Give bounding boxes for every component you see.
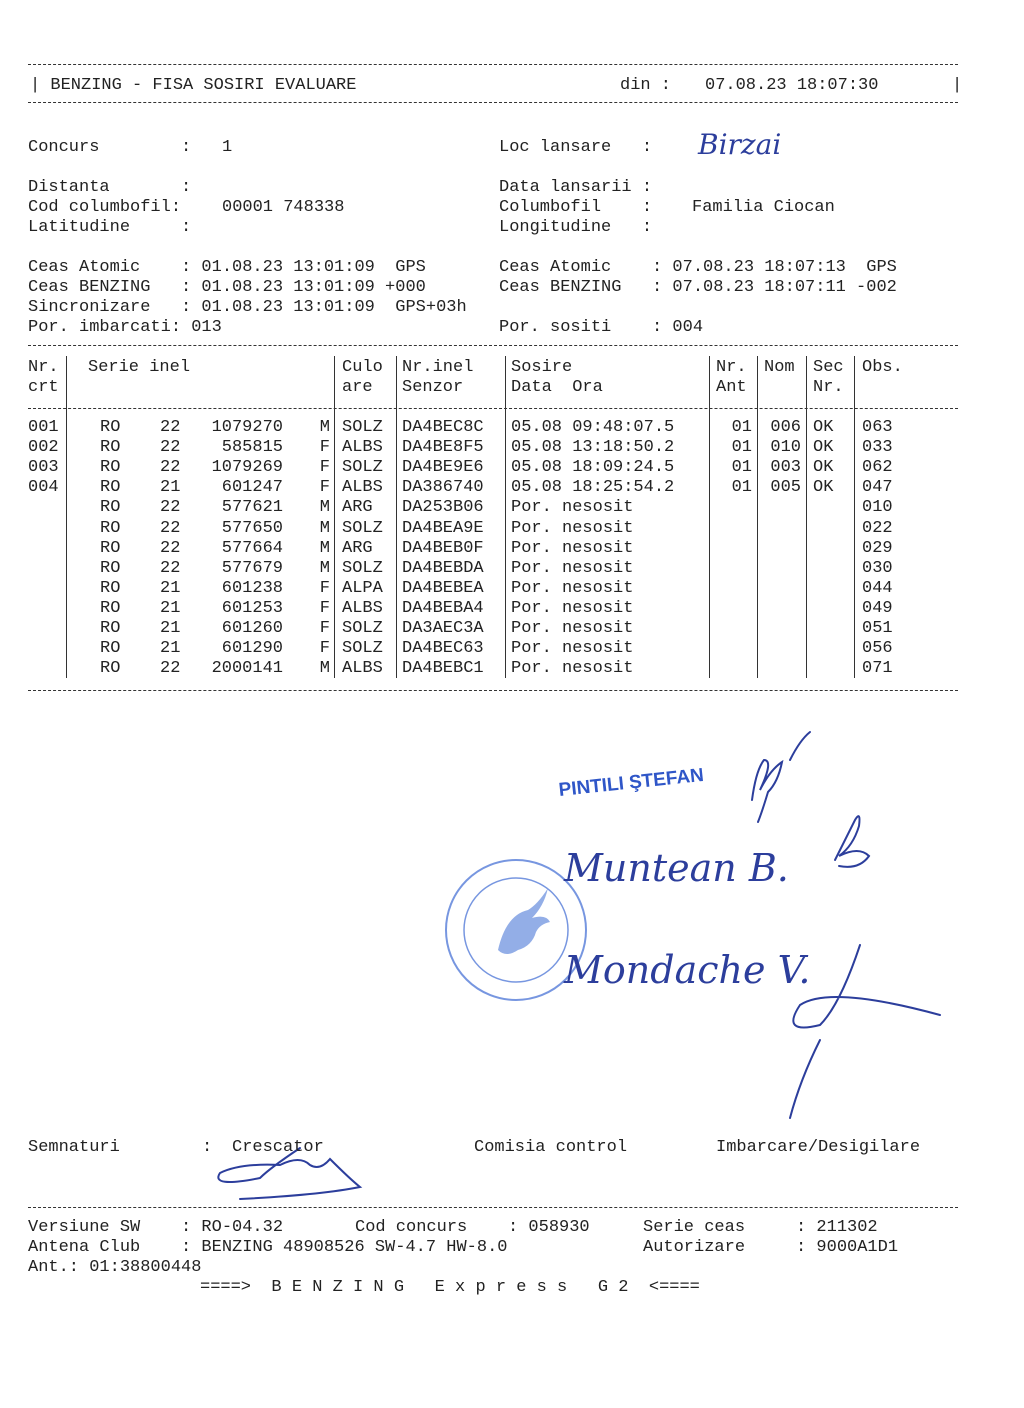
cell-an: 22 xyxy=(160,458,181,478)
data-lansarii-label: Data lansarii : xyxy=(499,178,653,197)
th-nr-ant: Nr. xyxy=(716,358,747,377)
sincronizare: Sincronizare : 01.08.23 13:01:09 GPS+03h xyxy=(28,298,467,317)
cell-senzor: DA4BEA9E xyxy=(402,518,484,538)
cell-inel: 577650 xyxy=(221,518,283,538)
cell-sex: F xyxy=(319,619,330,638)
cell-ant: 01 xyxy=(731,458,752,478)
cell-sosire: Por. nesosit xyxy=(511,558,634,578)
crescator-label: Crescator xyxy=(232,1138,324,1157)
cell-tara: RO xyxy=(100,458,121,478)
cell-senzor: DA386740 xyxy=(402,478,484,498)
signature-muntean: Muntean B. xyxy=(564,846,789,890)
cell-nom: 003 xyxy=(770,458,801,478)
cell-tara: RO xyxy=(100,598,121,618)
porumbei-imbarcati: Por. imbarcati: 013 xyxy=(28,318,222,337)
cell-tara: RO xyxy=(100,538,121,558)
cell-an: 22 xyxy=(160,518,181,538)
ceas-benzing-end: Ceas BENZING : 07.08.23 18:07:11 -002 xyxy=(499,278,897,297)
date-label: din : xyxy=(620,76,672,95)
serie-ceas: Serie ceas : 211302 xyxy=(643,1218,878,1237)
cell-nr: 001 xyxy=(28,418,59,437)
cell-sosire: Por. nesosit xyxy=(511,498,634,518)
cell-tara: RO xyxy=(100,558,121,578)
th-culoare: Culo xyxy=(342,358,383,377)
cell-obs: 063 xyxy=(862,418,893,437)
antena-id: Ant.: 01:38800448 xyxy=(28,1258,202,1277)
th-crt: crt xyxy=(28,378,59,397)
cell-sosire: Por. nesosit xyxy=(511,659,634,679)
cell-nom: 006 xyxy=(770,418,801,437)
cod-columbofil-value: 00001 748338 xyxy=(222,198,345,217)
cell-tara: RO xyxy=(100,518,121,538)
cell-inel: 601260 xyxy=(221,619,283,638)
cell-culoare: SOLZ xyxy=(342,518,383,538)
cell-obs: 030 xyxy=(862,558,893,578)
cell-obs: 044 xyxy=(862,578,893,598)
th-sec-nr: Nr. xyxy=(813,378,844,397)
cell-an: 21 xyxy=(160,578,181,598)
imbarcare-label: Imbarcare/Desigilare xyxy=(716,1138,921,1157)
signature-commission-2 xyxy=(790,945,940,1118)
cell-tara: RO xyxy=(100,619,121,638)
cell-sosire: 05.08 18:09:24.5 xyxy=(511,458,675,478)
th-senzor: Senzor xyxy=(402,378,464,397)
cell-an: 22 xyxy=(160,418,181,437)
th-data-ora: Data Ora xyxy=(511,378,603,397)
cell-senzor: DA4BE9E6 xyxy=(402,458,484,478)
cell-inel: 601238 xyxy=(221,578,283,598)
cell-an: 21 xyxy=(160,478,181,498)
distanta-label: Distanta : xyxy=(28,178,192,197)
benzing-banner: ====> B E N Z I N G E x p r e s s G 2 <==== xyxy=(200,1278,700,1297)
dove-icon xyxy=(498,888,550,954)
cell-sex: F xyxy=(319,438,330,458)
cell-sex: F xyxy=(319,478,330,498)
cell-sex: M xyxy=(319,418,330,437)
th-culoare-2: are xyxy=(342,378,373,397)
cell-senzor: DA4BEBDA xyxy=(402,558,484,578)
th-ant: Ant xyxy=(716,378,747,397)
cell-nr: 002 xyxy=(28,438,59,458)
loc-lansare-label: Loc lansare : xyxy=(499,138,653,157)
cell-obs: 033 xyxy=(862,438,893,458)
signature-commission-1 xyxy=(835,816,869,867)
cell-senzor: DA4BEBC1 xyxy=(402,659,484,679)
th-sec: Sec xyxy=(813,358,844,377)
ceas-atomic-start: Ceas Atomic : 01.08.23 13:01:09 GPS xyxy=(28,258,426,277)
ceas-atomic-end: Ceas Atomic : 07.08.23 18:07:13 GPS xyxy=(499,258,897,277)
divider-footer xyxy=(28,1207,958,1208)
cell-sex: M xyxy=(319,659,330,679)
cell-sosire: Por. nesosit xyxy=(511,578,634,598)
cell-sosire: 05.08 18:25:54.2 xyxy=(511,478,675,498)
cell-obs: 022 xyxy=(862,518,893,538)
cell-tara: RO xyxy=(100,639,121,659)
latitudine-label: Latitudine : xyxy=(28,218,192,237)
cell-an: 21 xyxy=(160,639,181,659)
cell-an: 22 xyxy=(160,498,181,518)
cell-senzor: DA4BEC8C xyxy=(402,418,484,437)
cell-senzor: DA3AEC3A xyxy=(402,619,484,638)
th-nom: Nom xyxy=(764,358,795,377)
cell-sosire: Por. nesosit xyxy=(511,639,634,659)
cell-an: 21 xyxy=(160,598,181,618)
autorizare: Autorizare : 9000A1D1 xyxy=(643,1238,899,1257)
cell-sex: F xyxy=(319,598,330,618)
antena-club: Antena Club : BENZING 48908526 SW-4.7 HW-8.0 xyxy=(28,1238,508,1257)
cell-culoare: ARG xyxy=(342,498,373,518)
cell-sec: OK xyxy=(813,418,834,437)
cell-senzor: DA4BEBEA xyxy=(402,578,484,598)
cell-senzor: DA4BE8F5 xyxy=(402,438,484,458)
stamp-name: PINTILI ŞTEFAN xyxy=(557,764,705,802)
cell-senzor: DA4BEC63 xyxy=(402,639,484,659)
cell-senzor: DA4BEB0F xyxy=(402,538,484,558)
cell-sex: M xyxy=(319,538,330,558)
cell-sex: M xyxy=(319,518,330,538)
cell-an: 22 xyxy=(160,659,181,679)
cell-an: 21 xyxy=(160,619,181,638)
cell-culoare: ALBS xyxy=(342,478,383,498)
cell-ant: 01 xyxy=(731,438,752,458)
cell-sex: F xyxy=(319,458,330,478)
cell-inel: 1079269 xyxy=(211,458,283,478)
loc-lansare-value: Birzai xyxy=(698,128,782,161)
columbofil-label: Columbofil : xyxy=(499,198,653,217)
concurs-value: 1 xyxy=(222,138,233,157)
concurs-label: Concurs : xyxy=(28,138,192,157)
cell-sex: F xyxy=(319,639,330,659)
cell-inel: 1079270 xyxy=(211,418,283,437)
cell-senzor: DA4BEBA4 xyxy=(402,598,484,618)
cell-inel: 577679 xyxy=(221,558,283,578)
cell-tara: RO xyxy=(100,478,121,498)
cell-culoare: SOLZ xyxy=(342,458,383,478)
cell-sosire: Por. nesosit xyxy=(511,598,634,618)
cell-inel: 601247 xyxy=(221,478,283,498)
cell-obs: 051 xyxy=(862,619,893,638)
cell-tara: RO xyxy=(100,659,121,679)
cell-tara: RO xyxy=(100,578,121,598)
cell-culoare: ALPA xyxy=(342,578,383,598)
cell-inel: 2000141 xyxy=(211,659,283,679)
cell-sosire: Por. nesosit xyxy=(511,619,634,638)
cell-culoare: SOLZ xyxy=(342,619,383,638)
th-nr: Nr. xyxy=(28,358,59,377)
cell-nr: 004 xyxy=(28,478,59,498)
cell-sosire: 05.08 09:48:07.5 xyxy=(511,418,675,437)
cell-senzor: DA253B06 xyxy=(402,498,484,518)
cell-sec: OK xyxy=(813,458,834,478)
th-sosire: Sosire xyxy=(511,358,573,377)
cell-culoare: ALBS xyxy=(342,438,383,458)
cell-sex: M xyxy=(319,498,330,518)
cell-nr: 003 xyxy=(28,458,59,478)
cell-tara: RO xyxy=(100,438,121,458)
cell-obs: 029 xyxy=(862,538,893,558)
cell-an: 22 xyxy=(160,558,181,578)
cell-inel: 577621 xyxy=(221,498,283,518)
cell-inel: 585815 xyxy=(221,438,283,458)
cell-tara: RO xyxy=(100,498,121,518)
cell-an: 22 xyxy=(160,438,181,458)
cell-obs: 010 xyxy=(862,498,893,518)
th-nr-inel: Nr.inel xyxy=(402,358,474,377)
cell-culoare: ALBS xyxy=(342,598,383,618)
versiune-sw: Versiune SW : RO-04.32 xyxy=(28,1218,284,1237)
ceas-benzing-start: Ceas BENZING : 01.08.23 13:01:09 +000 xyxy=(28,278,426,297)
cell-sec: OK xyxy=(813,438,834,458)
cell-tara: RO xyxy=(100,418,121,437)
report-title: | BENZING - FISA SOSIRI EVALUARE xyxy=(30,76,357,95)
cell-obs: 056 xyxy=(862,639,893,659)
cell-sec: OK xyxy=(813,478,834,498)
cell-inel: 601253 xyxy=(221,598,283,618)
cell-an: 22 xyxy=(160,538,181,558)
report-date: 07.08.23 18:07:30 xyxy=(705,76,879,95)
cell-obs: 049 xyxy=(862,598,893,618)
cell-sex: F xyxy=(319,578,330,598)
cell-culoare: ALBS xyxy=(342,659,383,679)
signature-mondache: Mondache V. xyxy=(564,948,811,992)
cell-ant: 01 xyxy=(731,418,752,437)
cell-obs: 047 xyxy=(862,478,893,498)
cell-sosire: 05.08 13:18:50.2 xyxy=(511,438,675,458)
cell-culoare: SOLZ xyxy=(342,418,383,437)
th-serie-inel: Serie inel xyxy=(88,358,191,377)
cell-obs: 071 xyxy=(862,659,893,679)
cell-nom: 010 xyxy=(770,438,801,458)
cell-sosire: Por. nesosit xyxy=(511,518,634,538)
cell-sosire: Por. nesosit xyxy=(511,538,634,558)
cell-ant: 01 xyxy=(731,478,752,498)
cell-inel: 577664 xyxy=(221,538,283,558)
comisia-control-label: Comisia control xyxy=(474,1138,628,1157)
cell-culoare: SOLZ xyxy=(342,639,383,659)
cell-obs: 062 xyxy=(862,458,893,478)
cell-nom: 005 xyxy=(770,478,801,498)
columbofil-value: Familia Ciocan xyxy=(692,198,835,217)
header-end-bar: | xyxy=(952,76,963,95)
porumbei-sositi: Por. sositi : 004 xyxy=(499,318,704,337)
cell-sex: M xyxy=(319,558,330,578)
cell-culoare: ARG xyxy=(342,538,373,558)
th-obs: Obs. xyxy=(862,358,903,377)
longitudine-label: Longitudine : xyxy=(499,218,653,237)
semnaturi-colon: : xyxy=(202,1138,213,1157)
semnaturi-label: Semnaturi xyxy=(28,1138,120,1157)
cod-columbofil-label: Cod columbofil: xyxy=(28,198,182,217)
signature-pintili xyxy=(752,732,810,822)
cell-culoare: SOLZ xyxy=(342,558,383,578)
cod-concurs: Cod concurs : 058930 xyxy=(355,1218,590,1237)
cell-inel: 601290 xyxy=(221,639,283,659)
